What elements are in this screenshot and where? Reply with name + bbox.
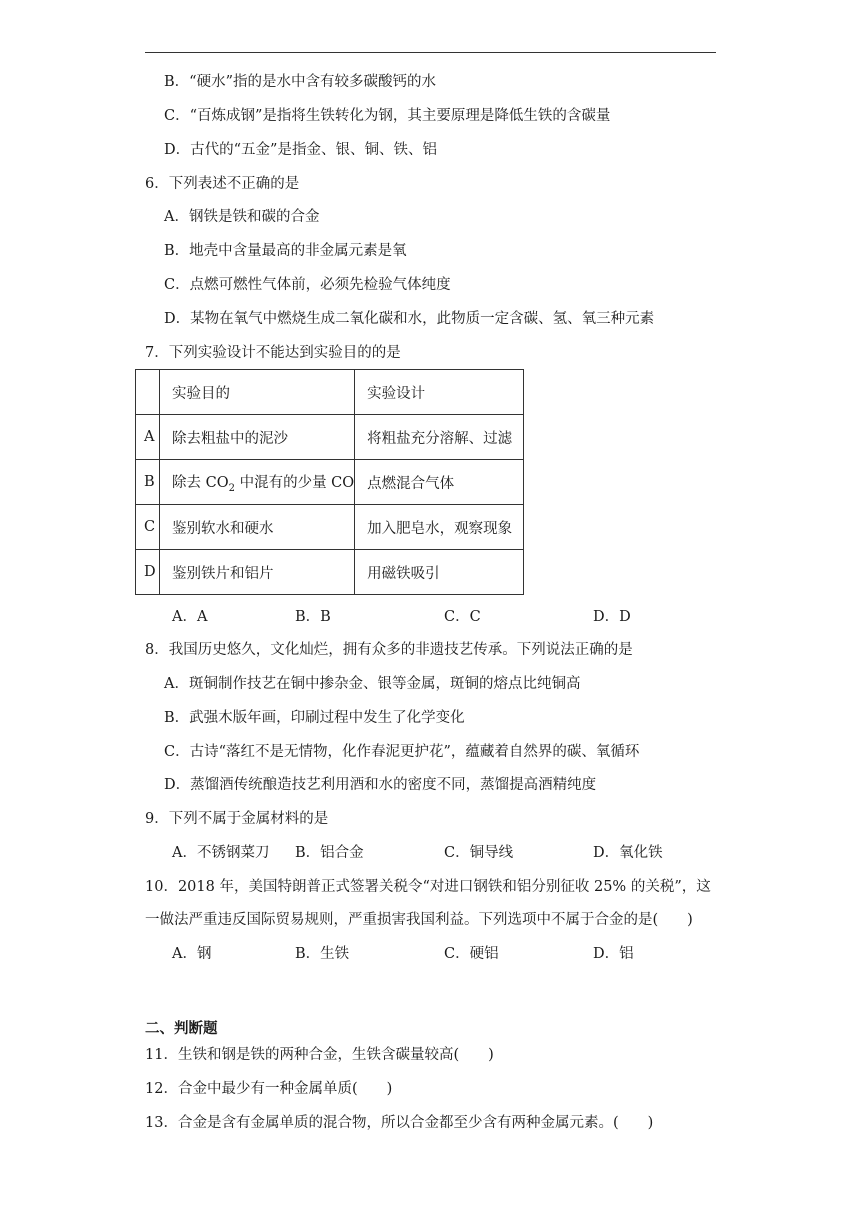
q6-stem: 6．下列表述不正确的是: [145, 176, 300, 192]
q8-option-b: B．武强木版年画，印刷过程中发生了化学变化: [164, 710, 465, 726]
table-row: [136, 550, 524, 595]
q9-stem: 9．下列不属于金属材料的是: [145, 811, 329, 827]
q6-option-d: D．某物在氧气中燃烧生成二氧化碳和水，此物质一定含碳、氢、氧三种元素: [164, 311, 655, 327]
q9-option-a: A．不锈钢菜刀: [172, 845, 270, 861]
q7-option-b: B．B: [295, 609, 331, 625]
table-header-key: [136, 370, 160, 415]
q5-option-b: B．“硬水”指的是水中含有较多碳酸钙的水: [164, 74, 436, 90]
q8-stem: 8．我国历史悠久，文化灿烂，拥有众多的非遗技艺传承。下列说法正确的是: [145, 642, 633, 658]
header-rule: [145, 52, 716, 53]
row-design: 点燃混合气体: [355, 460, 524, 505]
purpose-pre: 除去 CO: [172, 474, 229, 491]
row-purpose: 鉴别铁片和铝片: [160, 550, 355, 595]
q7-experiment-table: [135, 369, 524, 595]
q8-option-c: C．古诗“落红不是无情物，化作春泥更护花”，蕴藏着自然界的碳、氧循环: [164, 744, 640, 760]
q9-option-b: B．铝合金: [295, 845, 364, 861]
purpose-subscript: 2: [228, 482, 235, 494]
q5-option-d: D．古代的“五金”是指金、银、铜、铁、铝: [164, 142, 437, 158]
row-key: A: [136, 415, 160, 460]
row-key: D: [136, 550, 160, 595]
row-key: C: [136, 505, 160, 550]
purpose-post: 中混有的少量 CO: [234, 474, 355, 491]
table-header-design: 实验设计: [355, 370, 524, 415]
table-row: [136, 460, 524, 505]
q10-line1: 10．2018 年，美国特朗普正式签署关税令“对进口钢铁和铝分别征收 25% 的关税”，这: [145, 879, 711, 895]
q7-option-a: A．A: [172, 609, 208, 625]
q12-stem: 12．合金中最少有一种金属单质( ): [145, 1081, 393, 1097]
q10-line2: 一做法严重违反国际贸易规则，严重损害我国利益。下列选项中不属于合金的是( ): [145, 912, 693, 928]
q8-option-a: A．斑铜制作技艺在铜中掺杂金、银等金属，斑铜的熔点比纯铜高: [164, 676, 581, 692]
table-header-row: [136, 370, 524, 415]
q10-option-d: D．铝: [593, 946, 634, 962]
row-purpose: 除去粗盐中的泥沙: [160, 415, 355, 460]
q10-option-a: A．钢: [172, 946, 212, 962]
q6-option-c: C．点燃可燃性气体前，必须先检验气体纯度: [164, 277, 451, 293]
q7-option-d: D．D: [593, 609, 631, 625]
table-header-purpose: 实验目的: [160, 370, 355, 415]
q6-option-b: B．地壳中含量最高的非金属元素是氧: [164, 243, 407, 259]
table-row: [136, 505, 524, 550]
row-design: 加入肥皂水，观察现象: [355, 505, 524, 550]
q9-option-c: C．铜导线: [444, 845, 514, 861]
q7-stem: 7．下列实验设计不能达到实验目的的是: [145, 345, 401, 361]
q10-option-b: B．生铁: [295, 946, 350, 962]
row-key: B: [136, 460, 160, 505]
section-title-judgement: 二、判断题: [145, 1020, 218, 1037]
q13-stem: 13．合金是含有金属单质的混合物，所以合金都至少含有两种金属元素。( ): [145, 1115, 654, 1131]
row-design: 用磁铁吸引: [355, 550, 524, 595]
q6-option-a: A．钢铁是铁和碳的合金: [164, 209, 320, 225]
row-purpose: [160, 460, 355, 505]
q9-option-d: D．氧化铁: [593, 845, 663, 861]
row-purpose: 鉴别软水和硬水: [160, 505, 355, 550]
q8-option-d: D．蒸馏酒传统酿造技艺利用酒和水的密度不同，蒸馏提高酒精纯度: [164, 777, 597, 793]
q5-option-c: C．“百炼成钢”是指将生铁转化为钢，其主要原理是降低生铁的含碳量: [164, 108, 611, 124]
q11-stem: 11．生铁和钢是铁的两种合金，生铁含碳量较高( ): [145, 1047, 494, 1063]
row-design: 将粗盐充分溶解、过滤: [355, 415, 524, 460]
q10-option-c: C．硬铝: [444, 946, 499, 962]
q7-option-c: C．C: [444, 609, 481, 625]
table-row: [136, 415, 524, 460]
